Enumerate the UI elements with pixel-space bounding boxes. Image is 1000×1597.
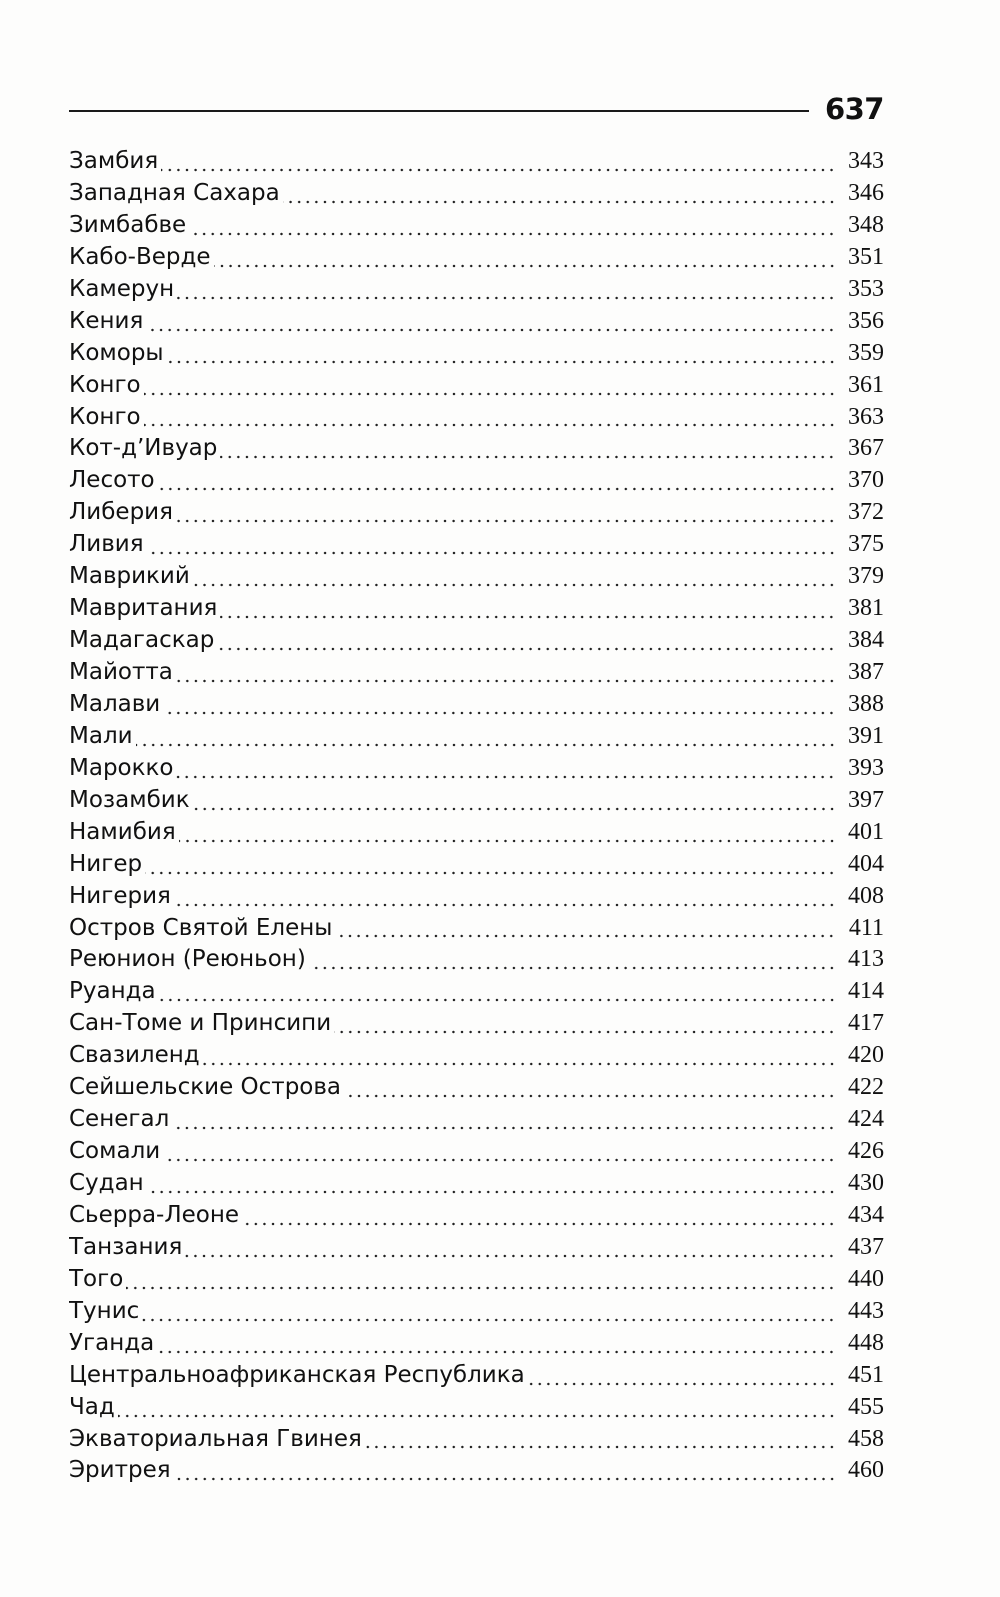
- toc-entry-title: Конго: [69, 403, 141, 430]
- toc-entry-page: 448: [848, 1329, 884, 1356]
- dot-leader: [214, 264, 836, 268]
- dot-leader: [365, 1445, 836, 1449]
- dot-leader: [118, 1414, 836, 1418]
- dot-leader: [203, 1062, 836, 1066]
- toc-entry-page: 417: [848, 1010, 884, 1037]
- toc-entry-page: 420: [848, 1042, 884, 1069]
- toc-entry-title: Мозамбик: [69, 786, 190, 813]
- toc-entry-title: Лесото: [69, 467, 155, 494]
- toc-entry: [69, 1202, 884, 1234]
- toc-entry-title: Того: [69, 1265, 124, 1292]
- toc-entry: [69, 1362, 884, 1394]
- toc-entry: [69, 212, 884, 244]
- toc-entry-title: Кабо-Верде: [69, 243, 211, 270]
- toc-entry-page: 343: [848, 148, 884, 174]
- toc-entry-title: Свазиленд: [69, 1042, 200, 1069]
- toc-entry: [69, 1266, 884, 1298]
- dot-leader: [217, 647, 836, 651]
- toc-entry-page: 359: [848, 339, 884, 366]
- toc-entry-page: 379: [848, 563, 884, 590]
- toc-entry: [69, 946, 884, 978]
- toc-entry-title: Маврикий: [69, 563, 190, 590]
- toc-entry-page: 363: [848, 403, 884, 430]
- toc-entry: [69, 148, 884, 180]
- dot-leader: [335, 934, 836, 938]
- dot-leader: [159, 998, 836, 1002]
- dot-leader: [136, 743, 836, 747]
- toc-entry: [69, 915, 884, 947]
- dot-leader: [163, 1158, 836, 1162]
- toc-entry: [69, 499, 884, 531]
- dot-leader: [189, 232, 836, 236]
- toc-entry-title: Сейшельские Острова: [69, 1074, 342, 1101]
- dot-leader: [179, 839, 836, 843]
- toc-entry-title: Руанда: [69, 978, 156, 1005]
- toc-entry-title: Ливия: [69, 531, 144, 558]
- toc-entry-title: Сьерра-Леоне: [69, 1201, 240, 1228]
- dot-leader: [242, 1222, 836, 1226]
- toc-entry-page: 434: [848, 1201, 884, 1228]
- toc-entry-title: Мадагаскар: [69, 627, 215, 654]
- dot-leader: [147, 1190, 836, 1194]
- toc-entry: [69, 531, 884, 563]
- toc-entry-title: Марокко: [69, 754, 174, 781]
- dot-leader: [528, 1382, 836, 1386]
- toc-entry-title: Судан: [69, 1170, 144, 1196]
- toc-entry-page: 393: [848, 754, 884, 781]
- toc-entry-title: Чад: [69, 1393, 115, 1420]
- toc-entry-page: 443: [848, 1297, 884, 1324]
- toc-entry-page: 414: [848, 978, 884, 1005]
- dot-leader: [334, 1030, 836, 1034]
- dot-leader: [283, 200, 836, 204]
- toc-entry-title: Мали: [69, 722, 133, 749]
- toc-entry: [69, 1394, 884, 1426]
- toc-entry-title: Западная Сахара: [69, 179, 280, 206]
- toc-entry: [69, 883, 884, 915]
- toc-entry-title: Конго: [69, 371, 141, 398]
- toc-entry-page: 388: [848, 690, 884, 717]
- dot-leader: [142, 1318, 836, 1322]
- page-header: [69, 92, 884, 132]
- dot-leader: [145, 871, 836, 875]
- dot-leader: [176, 775, 836, 779]
- dot-leader: [177, 296, 836, 300]
- toc-entry-page: 397: [848, 786, 884, 813]
- dot-leader: [344, 1094, 836, 1098]
- toc-entry-page: 384: [848, 627, 884, 654]
- page-number: 637: [824, 92, 884, 126]
- toc-entry: [69, 978, 884, 1010]
- toc-entry-title: Малави: [69, 690, 161, 717]
- toc-entry: [69, 1074, 884, 1106]
- toc-entry-page: 391: [848, 722, 884, 749]
- toc-entry-title: Кот-д’Ивуар: [69, 435, 218, 462]
- toc-entry-page: 381: [848, 595, 884, 622]
- dot-leader: [126, 1286, 836, 1290]
- toc-entry-title: Сомали: [69, 1138, 161, 1165]
- toc-entry-page: 361: [848, 371, 884, 398]
- toc-entry-title: Уганда: [69, 1329, 155, 1356]
- dot-leader: [161, 168, 836, 172]
- toc-entry: [69, 723, 884, 755]
- toc-entry-page: 451: [848, 1361, 884, 1388]
- toc-entry: [69, 308, 884, 340]
- toc-entry: [69, 340, 884, 372]
- toc-entry-page: 460: [848, 1457, 884, 1484]
- dot-leader: [220, 615, 836, 619]
- toc-entry: [69, 1042, 884, 1074]
- dot-leader: [147, 551, 836, 555]
- toc-entry: [69, 435, 884, 467]
- toc-entry-page: 353: [848, 275, 884, 302]
- dot-leader: [163, 711, 836, 715]
- toc-entry-page: 413: [848, 946, 884, 973]
- toc-entry-title: Сенегал: [69, 1106, 170, 1133]
- toc-entry-page: 426: [848, 1138, 884, 1165]
- toc-entry-page: 346: [848, 179, 884, 206]
- toc-entry: [69, 691, 884, 723]
- toc-entry: [69, 180, 884, 212]
- toc-entry: [69, 627, 884, 659]
- toc-entry-page: 372: [848, 499, 884, 526]
- dot-leader: [146, 328, 836, 332]
- toc-entry-page: 430: [848, 1170, 884, 1196]
- toc-entry-title: Намибия: [69, 818, 176, 845]
- toc-entry-page: 458: [848, 1425, 884, 1452]
- toc-entry-title: Майотта: [69, 659, 173, 685]
- toc-entry: [69, 1330, 884, 1362]
- toc-entry: [69, 787, 884, 819]
- toc-entry: [69, 1426, 884, 1458]
- toc-entry: [69, 1298, 884, 1330]
- toc-entry-title: Тунис: [69, 1297, 140, 1324]
- toc-entry: [69, 563, 884, 595]
- toc-entry: [69, 1106, 884, 1138]
- dot-leader: [185, 1254, 836, 1258]
- toc-entry-page: 404: [848, 850, 884, 877]
- toc-entry-title: Центральноафриканская Республика: [69, 1361, 525, 1388]
- toc-entry-page: 455: [848, 1393, 884, 1420]
- toc-entry-page: 351: [848, 243, 884, 270]
- dot-leader: [193, 583, 836, 587]
- toc-entry-page: 437: [848, 1233, 884, 1260]
- toc-entry: [69, 1234, 884, 1266]
- toc-entry: [69, 755, 884, 787]
- toc-entry-title: Танзания: [69, 1233, 183, 1260]
- toc-entry-title: Нигер: [69, 850, 143, 877]
- dot-leader: [144, 392, 836, 396]
- toc-entry-title: Остров Святой Елены: [69, 914, 333, 941]
- dot-leader: [174, 903, 836, 907]
- dot-leader: [174, 1477, 836, 1481]
- toc-entry-title: Мавритания: [69, 595, 218, 622]
- toc-entry: [69, 276, 884, 308]
- dot-leader: [167, 360, 836, 364]
- dot-leader: [220, 455, 836, 459]
- toc-entry: [69, 659, 884, 691]
- toc-entry: [69, 372, 884, 404]
- toc-entry-title: Либерия: [69, 499, 173, 526]
- toc-entry: [69, 851, 884, 883]
- dot-leader: [176, 679, 836, 683]
- toc-entry-page: 422: [848, 1074, 884, 1101]
- toc-entry-page: 348: [848, 211, 884, 238]
- dot-leader: [158, 487, 836, 491]
- toc-entry-title: Замбия: [69, 148, 159, 174]
- toc-entry-title: Коморы: [69, 339, 164, 366]
- toc-entry-title: Сан-Томе и Принсипи: [69, 1010, 332, 1037]
- toc-entry: [69, 1010, 884, 1042]
- dot-leader: [309, 966, 836, 970]
- toc-entry: [69, 1457, 884, 1489]
- toc-entry-page: 367: [848, 435, 884, 462]
- toc-entry-page: 356: [848, 307, 884, 334]
- toc-entry: [69, 1170, 884, 1202]
- toc-entry: [69, 595, 884, 627]
- dot-leader: [157, 1350, 836, 1354]
- toc-entry: [69, 244, 884, 276]
- toc-entry: [69, 467, 884, 499]
- toc-entry-title: Экваториальная Гвинея: [69, 1425, 362, 1452]
- toc-entry: [69, 404, 884, 436]
- dot-leader: [176, 519, 836, 523]
- toc-entry-page: 387: [848, 659, 884, 685]
- toc-entry-page: 375: [848, 531, 884, 558]
- header-rule: [69, 110, 809, 112]
- table-of-contents: [69, 148, 884, 1489]
- dot-leader: [144, 423, 836, 427]
- toc-entry-page: 408: [848, 882, 884, 909]
- dot-leader: [172, 1126, 836, 1130]
- toc-entry-title: Кения: [69, 307, 144, 334]
- toc-entry-title: Нигерия: [69, 882, 171, 909]
- toc-entry-page: 401: [848, 818, 884, 845]
- toc-entry-page: 370: [848, 467, 884, 494]
- toc-entry-title: Эритрея: [69, 1457, 171, 1484]
- toc-entry-title: Зимбабве: [69, 211, 187, 238]
- toc-entry: [69, 1138, 884, 1170]
- dot-leader: [193, 807, 836, 811]
- toc-entry-title: Реюнион (Реюньон): [69, 946, 306, 973]
- toc-entry-title: Камерун: [69, 275, 175, 302]
- toc-entry-page: 424: [848, 1106, 884, 1133]
- toc-entry-page: 411: [848, 914, 884, 941]
- toc-entry-page: 440: [848, 1265, 884, 1292]
- toc-entry: [69, 819, 884, 851]
